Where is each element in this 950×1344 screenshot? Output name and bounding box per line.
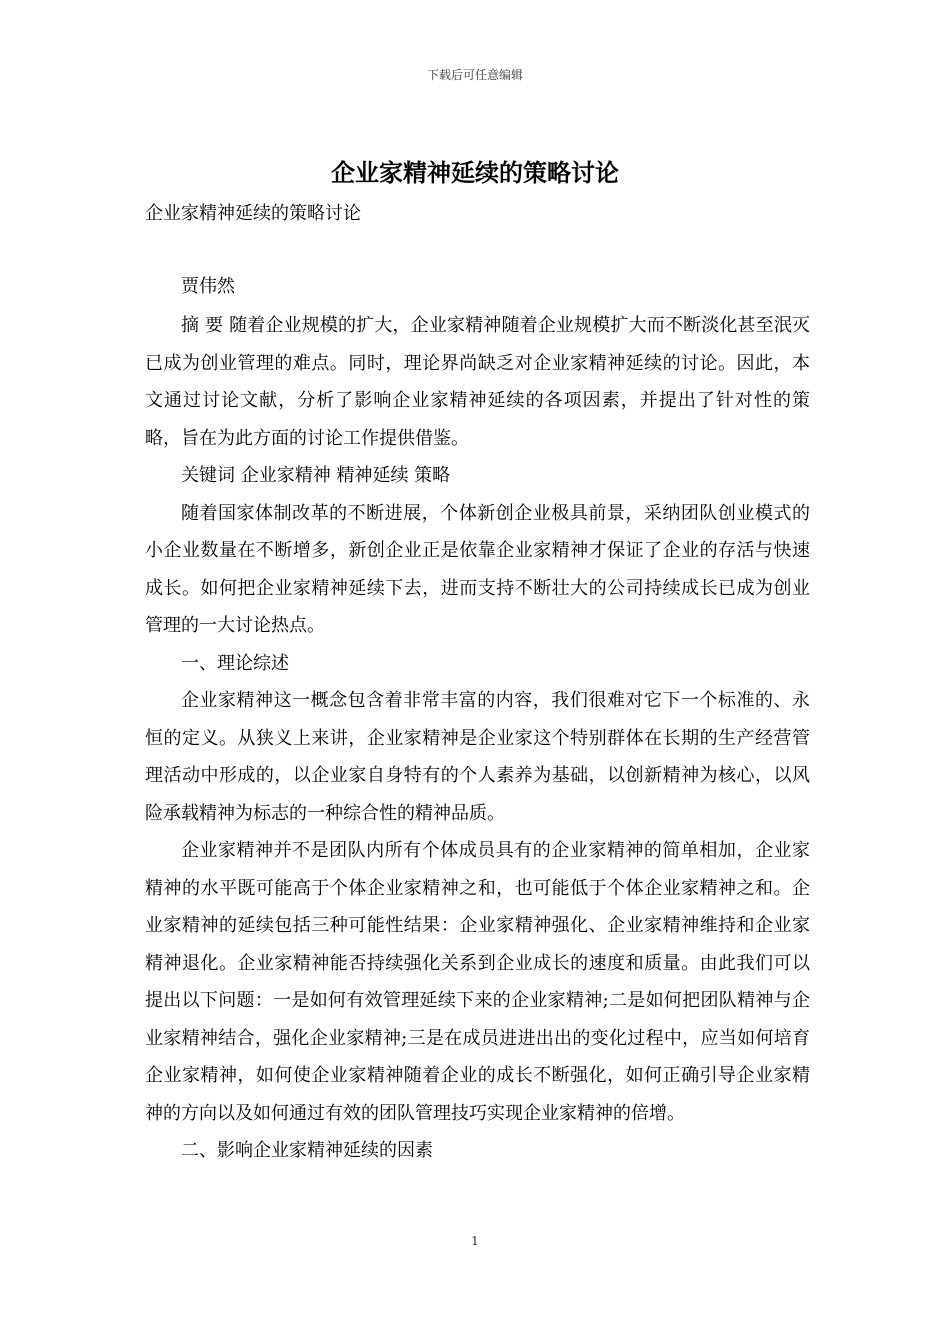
abstract-paragraph: 摘 要 随着企业规模的扩大，企业家精神随着企业规模扩大而不断淡化甚至泯灭已成为创业管理的难点。同时，理论界尚缺乏对企业家精神延续的讨论。因此，本文通过讨论文献，分析了影响企业家精神延续的各项因素，并提出了针对性的策略，旨在为此方面的讨论工作提供借鉴。 [145, 315, 810, 449]
section-2-heading: 二、影响企业家精神延续的因素 [181, 1140, 433, 1161]
page-number: 1 [471, 1234, 479, 1248]
document-body [145, 307, 810, 1170]
intro-paragraph: 随着国家体制改革的不断进展，个体新创企业极具前景，采纳团队创业模式的小企业数量在不断增多，新创企业正是依靠企业家精神才保证了企业的存活与快速成长。如何把企业家精神延续下去，进而支持不断壮大的公司持续成长已成为创业管理的一大讨论热点。 [145, 502, 810, 636]
document-subtitle: 企业家精神延续的策略讨论 [145, 203, 361, 224]
section-1-heading: 一、理论综述 [181, 652, 289, 674]
section-1-paragraph-1: 企业家精神这一概念包含着非常丰富的内容，我们很难对它下一个标准的、永恒的定义。从狭义上来讲，企业家精神是企业家这个特别群体在长期的生产经营管理活动中形成的，以企业家自身特有的个人素养为基础，以创新精神为核心，以风险承载精神为标志的一种综合性的精神品质。 [145, 690, 810, 824]
document-title: 企业家精神延续的策略讨论 [331, 158, 619, 187]
page-header-note: 下载后可任意编辑 [426, 68, 523, 82]
keywords-line: 关键词 企业家精神 精神延续 策略 [181, 465, 451, 486]
author-line: 贾伟然 [181, 276, 235, 297]
author-name [145, 268, 810, 306]
section-1-paragraph-2: 企业家精神并不是团队内所有个体成员具有的企业家精神的简单相加，企业家精神的水平既可能高于个体企业家精神之和，也可能低于个体企业家精神之和。企业家精神的延续包括三种可能性结果：企业家精神强化、企业家精神维持和企业家精神退化。企业家精神能否持续强化关系到企业成长的速度和质量。由此我们可以提出以下问题：一是如何有效管理延续下来的企业家精神;二是如何把团队精神与企业家精神结合，强化企业家精神;三是在成员进进出出的变化过程中，应当如何培育企业家精神，如何使企业家精神随着企业的成长不断强化，如何正确引导企业家精神的方向以及如何通过有效的团队管理技巧实现企业家精神的倍增。 [145, 840, 810, 1124]
